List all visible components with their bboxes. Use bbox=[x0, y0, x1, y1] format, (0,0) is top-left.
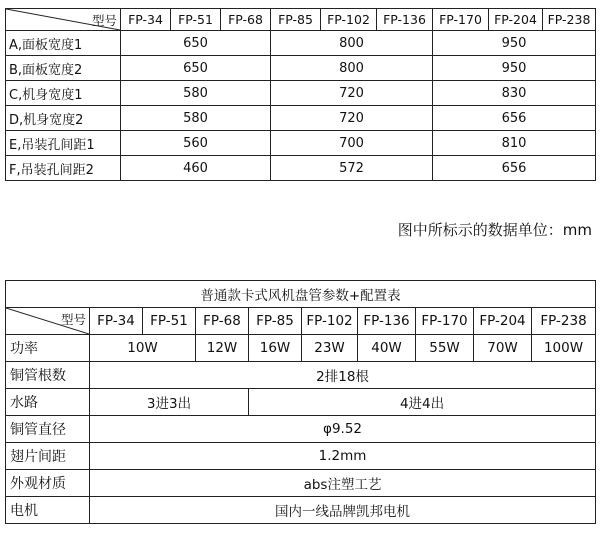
model-fp51: FP-51 bbox=[171, 9, 221, 31]
table-row bbox=[6, 131, 596, 156]
table-row bbox=[6, 156, 596, 181]
fin-value: 1.2mm bbox=[90, 443, 596, 470]
model-header-cell bbox=[6, 308, 90, 335]
model-fp85: FP-85 bbox=[249, 308, 302, 335]
power-value: 16W bbox=[249, 335, 302, 362]
diameter-label: 铜管直径 bbox=[6, 416, 90, 443]
tubes-value: 2排18根 bbox=[90, 362, 596, 389]
power-value: 55W bbox=[416, 335, 474, 362]
water-label: 水路 bbox=[6, 389, 90, 416]
fin-row bbox=[6, 443, 596, 470]
value-cell: 580 bbox=[121, 81, 271, 106]
dimensions-table bbox=[5, 8, 596, 181]
table-row bbox=[6, 56, 596, 81]
power-value: 12W bbox=[196, 335, 249, 362]
material-label: 外观材质 bbox=[6, 470, 90, 497]
row-label: F,吊装孔间距2 bbox=[6, 156, 121, 181]
table-row bbox=[6, 106, 596, 131]
model-header-cell bbox=[6, 9, 121, 31]
value-cell: 460 bbox=[121, 156, 271, 181]
motor-row bbox=[6, 497, 596, 524]
power-label: 功率 bbox=[6, 335, 90, 362]
model-fp85: FP-85 bbox=[271, 9, 321, 31]
power-value: 10W bbox=[90, 335, 196, 362]
model-fp238: FP-238 bbox=[532, 308, 596, 335]
tubes-label: 铜管根数 bbox=[6, 362, 90, 389]
dimensions-header-row bbox=[6, 9, 596, 31]
model-fp102: FP-102 bbox=[321, 9, 377, 31]
model-fp68: FP-68 bbox=[196, 308, 249, 335]
value-cell: 800 bbox=[271, 56, 433, 81]
value-cell: 720 bbox=[271, 106, 433, 131]
row-label: E,吊装孔间距1 bbox=[6, 131, 121, 156]
power-value: 40W bbox=[358, 335, 416, 362]
material-row bbox=[6, 470, 596, 497]
water-value: 4进4出 bbox=[249, 389, 596, 416]
unit-note: 图中所标示的数据单位：mm bbox=[397, 221, 592, 239]
tubes-row bbox=[6, 362, 596, 389]
row-label: D,机身宽度2 bbox=[6, 106, 121, 131]
model-fp102: FP-102 bbox=[302, 308, 358, 335]
fin-label: 翅片间距 bbox=[6, 443, 90, 470]
value-cell: 560 bbox=[121, 131, 271, 156]
value-cell: 580 bbox=[121, 106, 271, 131]
model-fp204: FP-204 bbox=[474, 308, 532, 335]
power-value: 23W bbox=[302, 335, 358, 362]
value-cell: 810 bbox=[433, 131, 596, 156]
model-fp170: FP-170 bbox=[433, 9, 489, 31]
diameter-row bbox=[6, 416, 596, 443]
motor-label: 电机 bbox=[6, 497, 90, 524]
value-cell: 656 bbox=[433, 106, 596, 131]
water-row bbox=[6, 389, 596, 416]
table-row bbox=[6, 31, 596, 56]
model-fp51: FP-51 bbox=[143, 308, 196, 335]
specs-title-row bbox=[6, 281, 596, 308]
motor-value: 国内一线品牌凯邦电机 bbox=[90, 497, 596, 524]
row-label: A,面板宽度1 bbox=[6, 31, 121, 56]
power-row bbox=[6, 335, 596, 362]
water-value: 3进3出 bbox=[90, 389, 249, 416]
model-fp136: FP-136 bbox=[377, 9, 433, 31]
model-header-label: 型号 bbox=[60, 312, 86, 327]
model-fp34: FP-34 bbox=[121, 9, 171, 31]
value-cell: 650 bbox=[121, 56, 271, 81]
value-cell: 950 bbox=[433, 56, 596, 81]
row-label: B,面板宽度2 bbox=[6, 56, 121, 81]
model-fp238: FP-238 bbox=[543, 9, 596, 31]
model-header-label: 型号 bbox=[91, 13, 117, 28]
model-fp204: FP-204 bbox=[489, 9, 543, 31]
row-label: C,机身宽度1 bbox=[6, 81, 121, 106]
power-value: 70W bbox=[474, 335, 532, 362]
model-fp170: FP-170 bbox=[416, 308, 474, 335]
specs-title: 普通款卡式风机盘管参数+配置表 bbox=[6, 281, 596, 308]
model-fp34: FP-34 bbox=[90, 308, 143, 335]
specs-header-row bbox=[6, 308, 596, 335]
value-cell: 720 bbox=[271, 81, 433, 106]
model-fp136: FP-136 bbox=[358, 308, 416, 335]
model-fp68: FP-68 bbox=[221, 9, 271, 31]
diameter-value: φ9.52 bbox=[90, 416, 596, 443]
specs-table bbox=[5, 280, 596, 524]
value-cell: 656 bbox=[433, 156, 596, 181]
value-cell: 950 bbox=[433, 31, 596, 56]
value-cell: 830 bbox=[433, 81, 596, 106]
value-cell: 572 bbox=[271, 156, 433, 181]
value-cell: 700 bbox=[271, 131, 433, 156]
value-cell: 800 bbox=[271, 31, 433, 56]
material-value: abs注塑工艺 bbox=[90, 470, 596, 497]
table-row bbox=[6, 81, 596, 106]
value-cell: 650 bbox=[121, 31, 271, 56]
power-value: 100W bbox=[532, 335, 596, 362]
